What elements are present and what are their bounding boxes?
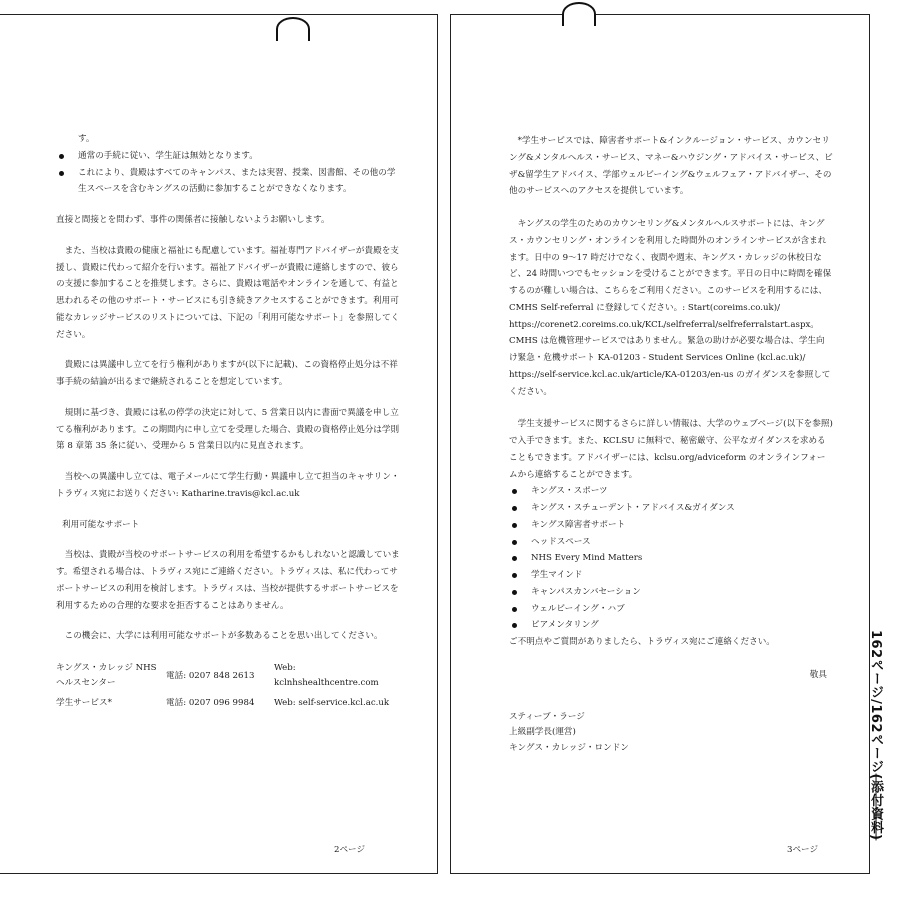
contact-name: キングス・カレッジ NHS ヘルスセンター (56, 663, 157, 689)
closing-salutation: 敬具 (809, 669, 827, 680)
side-page-label (866, 630, 885, 840)
contact-name: 学生サービス* (56, 697, 112, 708)
list-item: 学生マインド (509, 567, 833, 584)
page-3-body (509, 133, 833, 757)
contact-note: ご不明点やご質問がありましたら、トラヴィス宛にご連絡ください。 (509, 637, 775, 647)
page-number: 3ページ (787, 845, 819, 855)
signatory-org: キングス・カレッジ・ロンドン (509, 743, 629, 754)
list-item: キングス障害者サポート (509, 517, 833, 534)
page-2-body (56, 131, 402, 713)
list-item: ヘッドスペース (509, 534, 833, 551)
list-item: 通常の手続に従い、学生証は無効となります。 (56, 148, 402, 165)
no-contact-paragraph: 直接と間接とを問わず、事件の関係者に接触しないようお願いします。 (56, 215, 330, 225)
contacts-table (56, 659, 402, 713)
binder-clip-icon (562, 2, 596, 26)
appeal-right-paragraph: 貴殿には異議申し立てを行う権利がありますが(以下に記載)、この資格停止処分は不祥事手続の結論が出るまで継続されることを想定しています。 (56, 360, 398, 387)
appeal-contact-paragraph: 当校への異議申し立ては、電子メールにて学生行動・異議申し立て担当のキャサリン・トラヴィス宛にお送りください: Katharine.travis@kcl.ac.uk (56, 472, 400, 499)
table-row (56, 659, 402, 694)
document-page-2 (0, 14, 438, 874)
contact-web: Web: kclnhshealthcentre.com (274, 663, 379, 689)
side-page-count: 162ページ/162ページ (868, 630, 883, 774)
contact-web: Web: self-service.kcl.ac.uk (274, 697, 390, 708)
welfare-paragraph: また、当校は貴殿の健康と福祉にも配慮しています。福祉専門アドバイザーが貴殿を支援し、貴殿に代わって紹介を行います。福祉アドバイザーが貴殿に連絡しますので、彼らの支援に参加することを推奨します。さらに、貴殿は電話やオンラインを通して、有益と思われるその他のサポート・サービスにも引き続きアクセスすることができます。利用可能なカレッジサービスのリストについては、下記の「利用可能なサポート」を参照してください。 (56, 245, 400, 340)
support-heading: 利用可能なサポート (62, 519, 140, 530)
list-item: キングス・スポーツ (509, 483, 833, 500)
attachment-label-struck: (添付資料) (868, 773, 883, 841)
list-item: キャンパスカンバセーション (509, 584, 833, 601)
list-item: キングス・スチューデント・アドバイス&ガイダンス (509, 500, 833, 517)
list-item: これにより、貴殿はすべてのキャンパス、または実習、授業、図書館、その他の学生スペースを含むキングスの活動に参加することができなくなります。 (56, 165, 402, 199)
suspension-bullet-list (56, 148, 402, 198)
signature-block (509, 710, 833, 758)
counselling-paragraph: キングスの学生のためのカウンセリング&メンタルヘルスサポートには、キングス・カウンセリング・オンラインを利用した時間外のオンラインサービスが含まれます。日中の 9～17 時だけでなく、夜間や週末、キングス・カレッジの休校日など、24 時間いつでもセッションを受けることができます。平日の日中に時間を確保するのが難しい場合は、こちらをご利用ください。このサービスを利用するには、CMHS Self-referral に登録してください。: Start(coreims.co.uk)/ https://corenet2.coreims.co.uk/KCL/selfreferral/selfreferralstart.aspx。CMHS は危機管理サービスではありません。緊急の助けが必要な場合は、学生向け緊急・危機サポート KA-01203 - Student Services Online (kcl.ac.uk)/ https://self-service.kcl.ac.uk/article/KA-01203/en-us のガイダンスを参照してください。 (509, 219, 832, 397)
contact-phone: 電話: 0207 848 2613 (166, 670, 255, 681)
list-item: NHS Every Mind Matters (509, 550, 833, 567)
reminder-paragraph: この機会に、大学には利用可能なサポートが多数あることを思い出してください。 (64, 631, 383, 642)
student-services-paragraph: *学生サービスでは、障害者サポート&インクルージョン・サービス、カウンセリング&メンタルヘルス・サービス、マネー&ハウジング・アドバイス・サービス、ビザ&留学生アドバイス、学部ウェルビーイング&ウェルフェア・アドバイザー、その他のサービスへのアクセスを提供しています。 (509, 136, 833, 197)
binder-clip-icon (276, 17, 310, 41)
list-item: ウェルビーイング・ハブ (509, 601, 833, 618)
appeal-rules-paragraph: 規則に基づき、貴殿には私の停学の決定に対して、5 営業日以内に書面で異議を申し立てる権利があります。この期間内に申し立てを受理した場合、貴殿の資格停止処分は学則第 8 章第 35 条に従い、受理から 5 営業日以内に見直されます。 (56, 407, 400, 452)
support-paragraph: 当校は、貴殿が当校のサポートサービスの利用を希望するかもしれないと認識しています。希望される場合は、トラヴィス宛にご連絡ください。トラヴィスは、私に代わってサポートサービスの利用を検討します。トラヴィスは、当校が提供するサポートサービスを利用するための合理的な要求を拒否することはありません。 (56, 550, 400, 611)
more-info-paragraph: 学生支援サービスに関するさらに詳しい情報は、大学のウェブページ(以下を参照)で入手できます。また、KCLSU に無料で、秘密厳守、公平なガイダンスを求めることもできます。アドバイザーには、kclsu.org/adviceform のオンラインフォームから連絡することができます。 (509, 419, 833, 480)
signatory-name: スティーブ・ラージ (509, 711, 585, 722)
bullet-intro-text: す。 (78, 134, 95, 144)
document-page-3 (450, 14, 870, 874)
signatory-title: 上級副学長(運営) (509, 727, 576, 738)
services-list (509, 483, 833, 634)
page-number: 2ページ (334, 845, 366, 855)
table-row (56, 694, 402, 713)
list-item: ピアメンタリング (509, 617, 833, 634)
contact-phone: 電話: 0207 096 9984 (166, 697, 255, 708)
